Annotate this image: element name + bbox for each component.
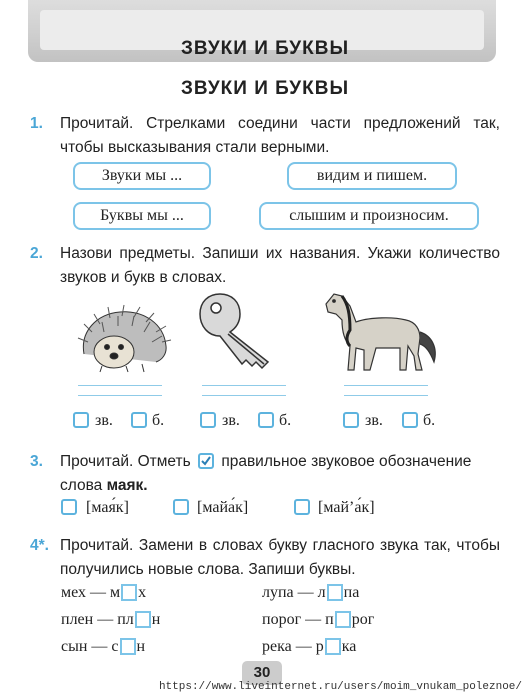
- task-2-text: Назови предметы. Запиши их названия. Укажи количество звуков и букв в словах.: [60, 245, 500, 286]
- task-2-number: 2.: [30, 245, 43, 262]
- letters-label-1: б.: [152, 412, 165, 429]
- sounds-count-box-3[interactable]: [343, 412, 359, 428]
- sounds-count-box-1[interactable]: [73, 412, 89, 428]
- answer-line-3b[interactable]: [344, 395, 428, 396]
- sounds-label-2: зв.: [222, 412, 240, 429]
- checkmark-sample-icon: [198, 453, 214, 469]
- word-pair-3: плен — пл н: [61, 611, 161, 628]
- sounds-label-3: зв.: [365, 412, 383, 429]
- option-label-2: [майа́к]: [197, 499, 249, 516]
- task-4-text: Прочитай. Замени в словах букву гласного звука так, чтобы получились новые слова. Запиши буквы.: [60, 537, 500, 578]
- word-pair-2: лупа — л па: [262, 584, 360, 601]
- letter-gap-2[interactable]: [327, 584, 343, 601]
- letter-gap-5[interactable]: [120, 638, 136, 655]
- letters-label-2: б.: [279, 412, 292, 429]
- answer-line-1b[interactable]: [78, 395, 162, 396]
- task-3-word: маяк.: [106, 477, 148, 494]
- task-2: [30, 242, 500, 292]
- answer-line-2a[interactable]: [202, 385, 286, 386]
- task-1-number: 1.: [30, 115, 43, 132]
- phrase-left-1[interactable]: Звуки мы ...: [73, 162, 211, 190]
- header-title: ЗВУКИ И БУКВЫ: [180, 38, 350, 59]
- task-3: [30, 450, 500, 500]
- horse-picture: [320, 290, 444, 374]
- option-checkbox-1[interactable]: [61, 499, 77, 515]
- letters-count-box-1[interactable]: [131, 412, 147, 428]
- task-4: [30, 534, 500, 584]
- task-4-number: 4*.: [30, 537, 49, 554]
- word-pair-6: река — р ка: [262, 638, 357, 655]
- task-3-number: 3.: [30, 453, 43, 470]
- answer-line-1a[interactable]: [78, 385, 162, 386]
- word-pair-1: мех — м х: [61, 584, 147, 601]
- option-checkbox-3[interactable]: [294, 499, 310, 515]
- word-pair-5: сын — с н: [61, 638, 146, 655]
- answer-line-3a[interactable]: [344, 385, 428, 386]
- phrase-right-2[interactable]: слышим и произносим.: [259, 202, 479, 230]
- letters-label-3: б.: [423, 412, 436, 429]
- section-title: ЗВУКИ И БУКВЫ: [180, 78, 350, 99]
- hedgehog-picture: [74, 302, 172, 374]
- key-picture: [198, 292, 290, 372]
- source-watermark: https://www.liveinternet.ru/users/moim_vnukam_poleznoe/: [158, 681, 522, 693]
- letter-gap-1[interactable]: [121, 584, 137, 601]
- answer-line-2b[interactable]: [202, 395, 286, 396]
- letter-gap-3[interactable]: [135, 611, 151, 628]
- word-pair-4: порог — п рог: [262, 611, 375, 628]
- option-label-3: [май’а́к]: [318, 499, 375, 516]
- letter-gap-6[interactable]: [325, 638, 341, 655]
- task-1: [30, 112, 500, 162]
- task-3-text-start: Прочитай. Отметь: [60, 453, 191, 470]
- page-number: 30: [242, 661, 282, 685]
- task-1-text: Прочитай. Стрелками соедини части предложений так, чтобы высказывания стали верными.: [60, 115, 500, 156]
- letter-gap-4[interactable]: [335, 611, 351, 628]
- phrase-right-1[interactable]: видим и пишем.: [287, 162, 457, 190]
- letters-count-box-2[interactable]: [258, 412, 274, 428]
- letters-count-box-3[interactable]: [402, 412, 418, 428]
- sounds-count-box-2[interactable]: [200, 412, 216, 428]
- task-3-text-end: правильное звуковое обозначение слова: [60, 453, 472, 494]
- phrase-left-2[interactable]: Буквы мы ...: [73, 202, 211, 230]
- option-checkbox-2[interactable]: [173, 499, 189, 515]
- option-label-1: [мая́к]: [86, 499, 129, 516]
- sounds-label-1: зв.: [95, 412, 113, 429]
